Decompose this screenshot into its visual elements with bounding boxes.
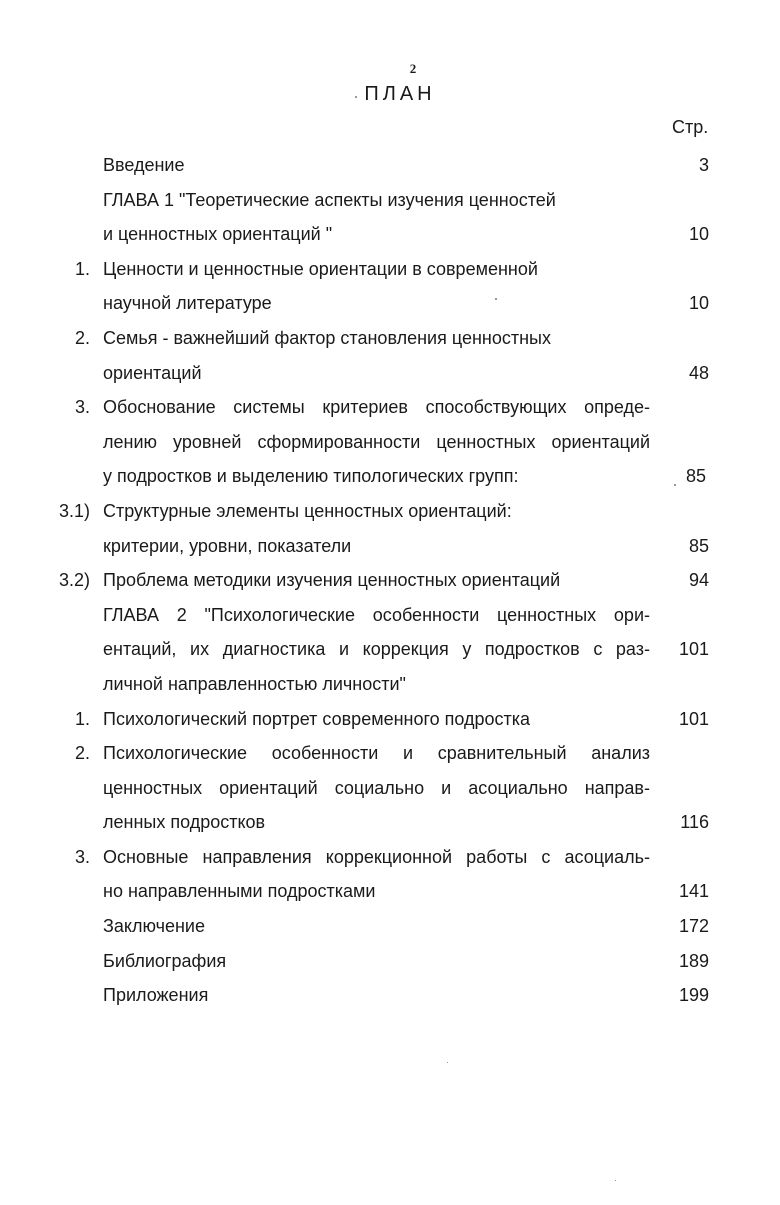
toc-line	[0, 632, 780, 667]
toc-item-text: ценностных ориентаций социально и асоциально направ-	[103, 777, 650, 798]
page-title: ПЛАН	[364, 83, 436, 105]
toc-line	[0, 390, 780, 425]
toc-line	[0, 909, 780, 944]
toc-line	[0, 598, 780, 633]
toc-item-number: 1.	[74, 708, 90, 729]
toc-page-number: 48	[688, 362, 709, 383]
page-number: 2	[409, 61, 417, 76]
toc-line	[0, 459, 780, 494]
toc-line	[0, 148, 780, 183]
toc-line	[0, 356, 780, 391]
toc-line	[0, 563, 780, 598]
toc-item-text: Приложения	[103, 985, 209, 1006]
toc-line	[0, 667, 780, 702]
toc-line	[0, 183, 780, 218]
toc-line	[0, 978, 780, 1013]
page-column-header: Стр.	[672, 117, 709, 137]
scan-speck	[355, 96, 357, 98]
toc-item-text: научной литературе	[103, 293, 272, 314]
toc-page-number: 141	[678, 881, 709, 902]
toc-item-text: Ценности и ценностные ориентации в современной	[103, 258, 538, 279]
toc-line	[0, 321, 780, 356]
toc-item-number: 1.	[74, 258, 90, 279]
toc-line	[0, 529, 780, 564]
toc-page-number: 101	[678, 708, 709, 729]
scan-speck	[674, 484, 676, 486]
toc-item-text: Психологические особенности и сравнительный анализ	[103, 743, 650, 764]
toc-page-number: 85	[685, 466, 706, 487]
toc-line	[0, 944, 780, 979]
toc-line	[0, 286, 780, 321]
toc-page-number: 85	[688, 535, 709, 556]
toc-line	[0, 494, 780, 529]
toc-page-number: 116	[680, 812, 709, 833]
toc-item-text: Введение	[103, 155, 185, 175]
toc-item-text: Обоснование системы критериев способствующих опреде-	[103, 397, 650, 418]
toc-item-number: 2.	[74, 327, 90, 348]
toc-item-text: у подростков и выделению типологических групп:	[103, 466, 519, 487]
toc-line	[0, 771, 780, 806]
toc-item-text: личной направленностью личности"	[103, 673, 406, 694]
toc-page-number: 3	[698, 155, 709, 175]
toc-item-text: ГЛАВА 1 "Теоретические аспекты изучения ценностей	[103, 189, 556, 210]
toc-item-text: критерии, уровни, показатели	[103, 535, 352, 556]
toc-item-text: Семья - важнейший фактор становления ценностных	[103, 327, 551, 348]
toc-item-text: Заключение	[103, 916, 205, 937]
toc-item-number: 3.1)	[58, 500, 90, 521]
scan-speck	[447, 1062, 448, 1063]
toc-line	[0, 425, 780, 460]
toc-page-number: 172	[678, 916, 709, 937]
toc-item-number: 2.	[74, 743, 90, 764]
toc-item-number: 3.2)	[58, 570, 90, 591]
toc-line	[0, 736, 780, 771]
toc-line	[0, 252, 780, 287]
toc-item-text: Основные направления коррекционной работы с асоциаль-	[103, 846, 650, 867]
scan-speck	[495, 298, 497, 300]
toc-page-number: 199	[678, 985, 709, 1006]
toc-item-text: и ценностных ориентаций "	[103, 224, 333, 245]
toc-item-number: 3.	[74, 846, 90, 867]
toc-item-text: ГЛАВА 2 "Психологические особенности ценностных ори-	[103, 604, 650, 625]
toc-item-text: лению уровней сформированности ценностных ориентаций	[103, 431, 650, 452]
toc-item-text: ентаций, их диагностика и коррекция у подростков с раз-	[103, 639, 650, 660]
toc-page-number: 94	[688, 570, 709, 591]
toc-page-number: 10	[688, 293, 709, 314]
toc-page-number: 10	[688, 224, 709, 245]
table-of-contents	[0, 148, 780, 1013]
toc-item-text: ленных подростков	[103, 812, 266, 833]
toc-line	[0, 874, 780, 909]
scan-speck	[615, 1180, 616, 1181]
toc-line	[0, 217, 780, 252]
toc-line	[0, 840, 780, 875]
toc-item-text: ориентаций	[103, 362, 202, 383]
toc-item-text: но направленными подростками	[103, 881, 376, 902]
toc-page-number: 189	[678, 950, 709, 971]
toc-item-text: Психологический портрет современного подростка	[103, 708, 531, 729]
toc-page-number: 101	[678, 639, 709, 660]
toc-item-text: Библиография	[103, 950, 227, 971]
toc-item-text: Структурные элементы ценностных ориентаций:	[103, 500, 512, 521]
toc-item-number: 3.	[74, 397, 90, 418]
toc-line	[0, 702, 780, 737]
toc-line	[0, 805, 780, 840]
toc-item-text: Проблема методики изучения ценностных ориентаций	[103, 570, 561, 591]
